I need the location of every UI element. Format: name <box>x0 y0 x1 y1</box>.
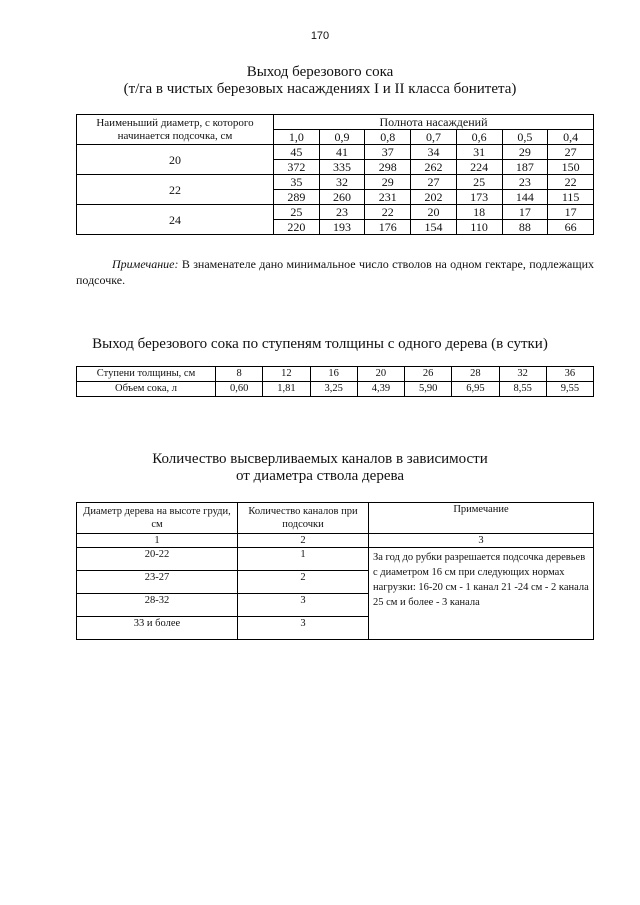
yield-cell: 25 <box>274 205 320 220</box>
yield-cell: 17 <box>502 205 548 220</box>
yield-cell: 41 <box>319 145 365 160</box>
note-text: В знаменателе дано минимальное число стволов на одном гектаре, подлежащих подсочке. <box>76 257 594 287</box>
volume-cell: 1,81 <box>263 382 310 397</box>
column-number: 1 <box>77 534 238 548</box>
stem-count-cell: 193 <box>319 220 365 235</box>
density-header: 0,6 <box>456 130 502 145</box>
volume-cell: 5,90 <box>405 382 452 397</box>
thickness-cell: 28 <box>452 367 499 382</box>
yield-cell: 45 <box>274 145 320 160</box>
table3-title-line1: Количество высверливаемых каналов в зависимости <box>152 451 488 467</box>
stem-count-cell: 335 <box>319 160 365 175</box>
yield-cell: 29 <box>502 145 548 160</box>
density-header: 1,0 <box>274 130 320 145</box>
stem-count-cell: 150 <box>548 160 594 175</box>
stem-count-cell: 110 <box>456 220 502 235</box>
thickness-cell: 16 <box>310 367 357 382</box>
remark-header: Примечание <box>369 503 594 534</box>
table2-title-line: Выход березового сока по ступеням толщины с одного дерева (в сутки) <box>92 336 548 352</box>
yield-cell: 37 <box>365 145 411 160</box>
table1-title-line1: Выход березового сока <box>246 64 394 80</box>
thickness-cell: 20 <box>357 367 404 382</box>
thickness-cell: 36 <box>546 367 593 382</box>
yield-cell: 34 <box>411 145 457 160</box>
density-header: 0,8 <box>365 130 411 145</box>
yield-cell: 25 <box>456 175 502 190</box>
yield-cell: 29 <box>365 175 411 190</box>
channels-cell: 3 <box>238 594 369 617</box>
table2-title <box>0 336 640 353</box>
table1-title-line2: (т/га в чистых березовых насаждениях I и II класса бонитета) <box>123 81 517 97</box>
yield-cell: 31 <box>456 145 502 160</box>
channels-header: Количество каналов при подсочки <box>238 503 369 534</box>
yield-cell: 18 <box>456 205 502 220</box>
page-number: 170 <box>310 30 330 42</box>
thickness-cell: 12 <box>263 367 310 382</box>
column-number: 2 <box>238 534 369 548</box>
stem-count-cell: 372 <box>274 160 320 175</box>
sap-per-tree-table <box>76 366 594 397</box>
stem-count-cell: 173 <box>456 190 502 205</box>
density-header: 0,4 <box>548 130 594 145</box>
yield-cell: 35 <box>274 175 320 190</box>
diameter-cell: 23-27 <box>77 571 238 594</box>
stem-count-cell: 298 <box>365 160 411 175</box>
volume-label: Объем сока, л <box>77 382 216 397</box>
stem-count-cell: 88 <box>502 220 548 235</box>
volume-cell: 4,39 <box>357 382 404 397</box>
channels-cell: 1 <box>238 548 369 571</box>
yield-cell: 17 <box>548 205 594 220</box>
stem-count-cell: 202 <box>411 190 457 205</box>
stem-count-cell: 154 <box>411 220 457 235</box>
volume-cell: 6,95 <box>452 382 499 397</box>
diameter-header: Диаметр дерева на высоте груди, см <box>77 503 238 534</box>
density-group-header: Полнота насаждений <box>274 115 594 130</box>
diameter-cell: 20-22 <box>77 548 238 571</box>
stem-count-cell: 187 <box>502 160 548 175</box>
density-header: 0,5 <box>502 130 548 145</box>
remark-cell: За год до рубки разрешается подсочка деревьев с диаметром 16 см при следующих нормах нагрузки: 16-20 см - 1 канал 21 -24 см - 2 канала 25 см и более - 3 канала <box>369 548 594 640</box>
thickness-cell: 32 <box>499 367 546 382</box>
yield-cell: 23 <box>319 205 365 220</box>
sap-yield-table <box>76 114 594 235</box>
table1-title <box>0 64 640 98</box>
diameter-cell: 20 <box>77 145 274 175</box>
diameter-cell: 24 <box>77 205 274 235</box>
table1-note <box>76 256 594 288</box>
stem-count-cell: 144 <box>502 190 548 205</box>
stem-count-cell: 260 <box>319 190 365 205</box>
diameter-cell: 28-32 <box>77 594 238 617</box>
stem-count-cell: 231 <box>365 190 411 205</box>
thickness-label: Ступени толщины, см <box>77 367 216 382</box>
channels-table <box>76 502 594 640</box>
stem-count-cell: 176 <box>365 220 411 235</box>
volume-cell: 9,55 <box>546 382 593 397</box>
yield-cell: 22 <box>365 205 411 220</box>
volume-cell: 3,25 <box>310 382 357 397</box>
yield-cell: 27 <box>411 175 457 190</box>
stem-count-cell: 66 <box>548 220 594 235</box>
yield-cell: 23 <box>502 175 548 190</box>
note-label: Примечание: <box>112 257 179 271</box>
stem-count-cell: 224 <box>456 160 502 175</box>
table3-title <box>0 451 640 485</box>
volume-cell: 8,55 <box>499 382 546 397</box>
channels-cell: 3 <box>238 617 369 640</box>
yield-cell: 27 <box>548 145 594 160</box>
thickness-cell: 8 <box>216 367 263 382</box>
stem-count-cell: 220 <box>274 220 320 235</box>
diameter-cell: 22 <box>77 175 274 205</box>
yield-cell: 22 <box>548 175 594 190</box>
diameter-header: Наименьший диаметр, с которого начинается подсочка, см <box>77 115 274 145</box>
stem-count-cell: 262 <box>411 160 457 175</box>
yield-cell: 20 <box>411 205 457 220</box>
density-header: 0,9 <box>319 130 365 145</box>
volume-cell: 0,60 <box>216 382 263 397</box>
density-header: 0,7 <box>411 130 457 145</box>
stem-count-cell: 289 <box>274 190 320 205</box>
channels-cell: 2 <box>238 571 369 594</box>
stem-count-cell: 115 <box>548 190 594 205</box>
table3-title-line2: от диаметра ствола дерева <box>235 468 405 484</box>
column-number: 3 <box>369 534 594 548</box>
thickness-cell: 26 <box>405 367 452 382</box>
yield-cell: 32 <box>319 175 365 190</box>
diameter-cell: 33 и более <box>77 617 238 640</box>
